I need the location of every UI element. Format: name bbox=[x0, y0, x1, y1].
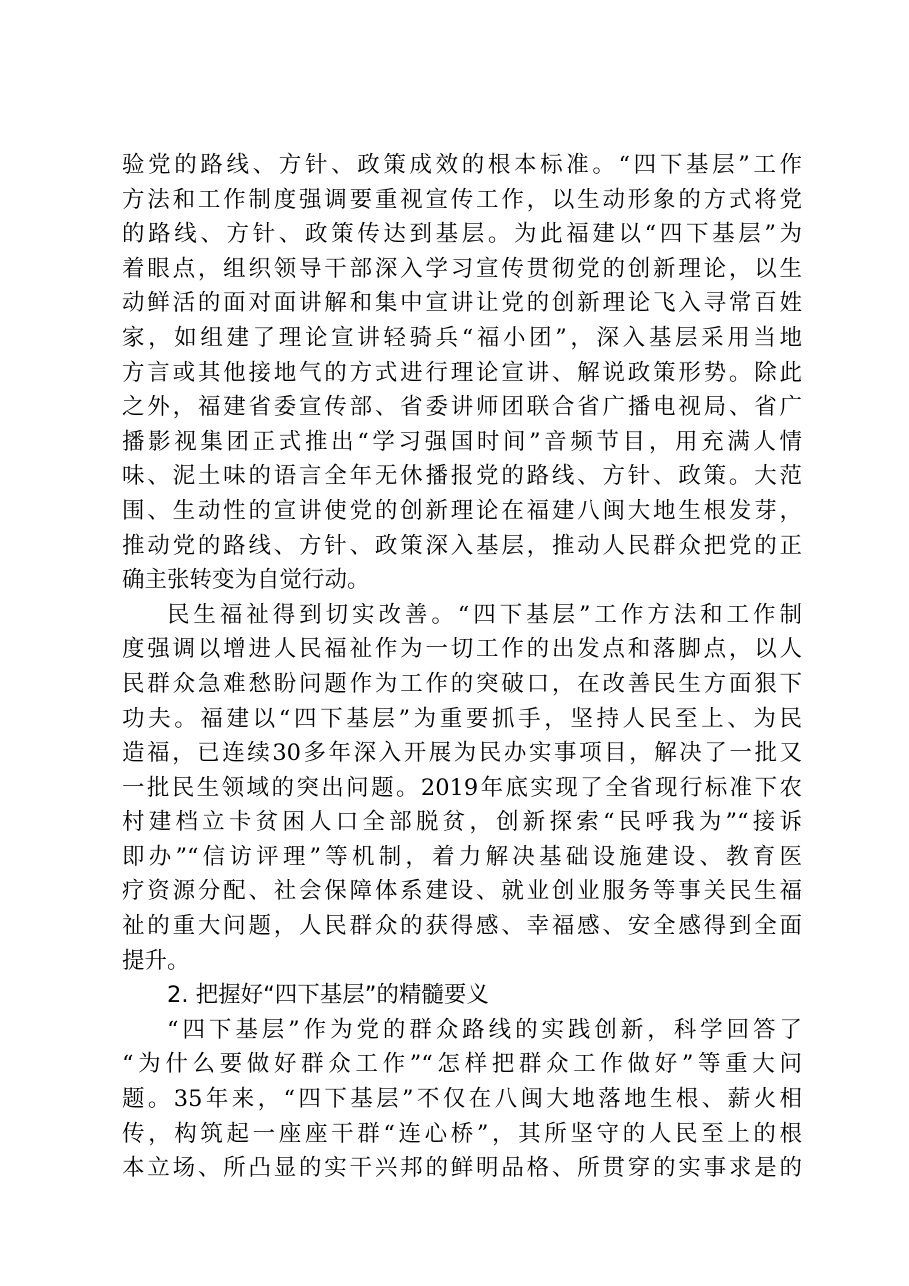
section-heading: 2. 把握好“四下基层”的精髓要义 bbox=[167, 982, 489, 1009]
text-line: 家，如组建了理论宣讲轻骑兵“福小团”，深入基层采用当地 bbox=[122, 324, 802, 351]
text-line: 方言或其他接地气的方式进行理论宣讲、解说政策形势。除此 bbox=[122, 359, 802, 386]
text-line: “为什么要做好群众工作”“怎样把群众工作做好”等重大问 bbox=[122, 1051, 802, 1078]
text-line: 即办”“信访评理”等机制，着力解决基础设施建设、教育医 bbox=[122, 843, 802, 870]
paragraph-last-line: 提升。 bbox=[122, 947, 190, 974]
text-line: 传，构筑起一座座干群“连心桥”，其所坚守的人民至上的根 bbox=[122, 1120, 802, 1147]
paragraph-last-line: 确主张转变为自觉行动。 bbox=[122, 567, 370, 594]
text-line: 动鲜活的面对面讲解和集中宣讲让党的创新理论飞入寻常百姓 bbox=[122, 290, 802, 317]
text-line: 造福，已连续30多年深入开展为民办实事项目，解决了一批又 bbox=[122, 740, 802, 767]
text-line: 题。35年来，“四下基层”不仅在八闽大地落地生根、薪火相 bbox=[122, 1086, 802, 1113]
text-line: 疗资源分配、社会保障体系建设、就业创业服务等事关民生福 bbox=[122, 878, 802, 905]
text-line: 播影视集团正式推出“学习强国时间”音频节目，用充满人情 bbox=[122, 428, 802, 455]
text-line: 方法和工作制度强调要重视宣传工作，以生动形象的方式将党 bbox=[122, 186, 802, 213]
text-line: 味、泥土味的语言全年无休播报党的路线、方针、政策。大范 bbox=[122, 463, 802, 490]
text-line: 推动党的路线、方针、政策深入基层，推动人民群众把党的正 bbox=[122, 532, 802, 559]
document-body bbox=[122, 148, 802, 1186]
text-line: 度强调以增进人民福祉作为一切工作的出发点和落脚点，以人 bbox=[122, 636, 802, 663]
text-line: 本立场、所凸显的实干兴邦的鲜明品格、所贯穿的实事求是的 bbox=[122, 1155, 802, 1182]
text-line: 着眼点，组织领导干部深入学习宣传贯彻党的创新理论，以生 bbox=[122, 255, 802, 282]
text-line: 功夫。福建以“四下基层”为重要抓手，坚持人民至上、为民 bbox=[122, 705, 802, 732]
text-line: 一批民生领域的突出问题。2019年底实现了全省现行标准下农 bbox=[122, 774, 802, 801]
text-line: 围、生动性的宣讲使党的创新理论在福建八闽大地生根发芽， bbox=[122, 497, 802, 524]
text-line: 祉的重大问题，人民群众的获得感、幸福感、安全感得到全面 bbox=[122, 913, 802, 940]
text-line: 村建档立卡贫困人口全部脱贫，创新探索“民呼我为”“接诉 bbox=[122, 809, 802, 836]
text-line: 的路线、方针、政策传达到基层。为此福建以“四下基层”为 bbox=[122, 221, 802, 248]
text-line: 之外，福建省委宣传部、省委讲师团联合省广播电视局、省广 bbox=[122, 394, 802, 421]
text-line: 验党的路线、方针、政策成效的根本标准。“四下基层”工作 bbox=[122, 152, 802, 178]
paragraph-first-line: “四下基层”作为党的群众路线的实践创新，科学回答了 bbox=[167, 1016, 802, 1043]
paragraph-first-line: 民生福祉得到切实改善。“四下基层”工作方法和工作制 bbox=[167, 601, 802, 628]
text-line: 民群众急难愁盼问题作为工作的突破口，在改善民生方面狠下 bbox=[122, 670, 802, 697]
